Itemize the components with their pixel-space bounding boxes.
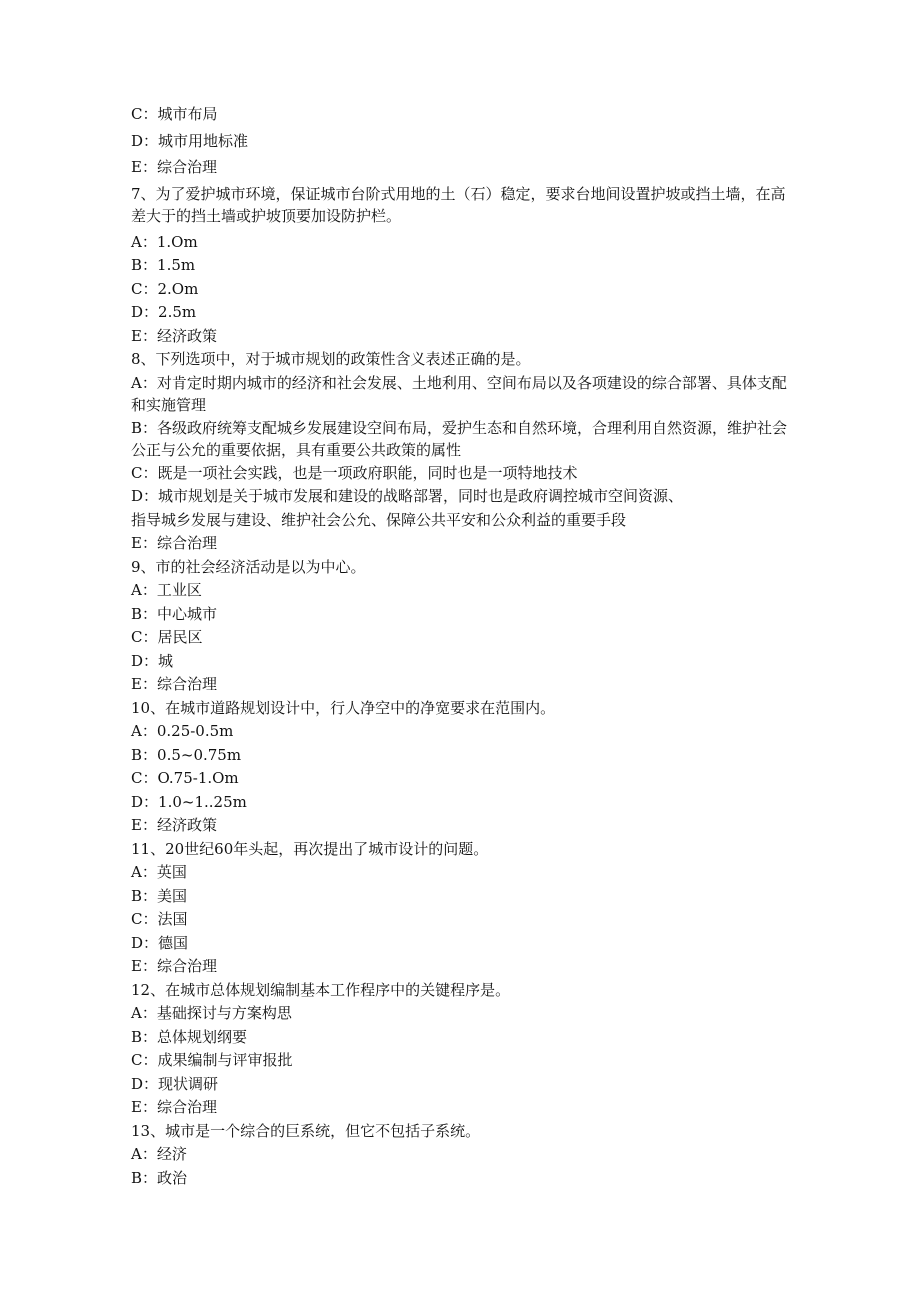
text-line: A：经济 xyxy=(131,1145,187,1163)
text-line: D：城市规划是关于城市发展和建设的战略部署，同时也是政府调控城市空间资源、 xyxy=(131,487,684,505)
question-text: 13、城市是一个综合的巨系统，但它不包括子系统。 xyxy=(131,1121,481,1140)
text-line: E：综合治理 xyxy=(131,957,217,975)
text-line: E：综合治理 xyxy=(131,534,217,552)
question-text: 8、下列选项中，对于城市规划的政策性含义表述正确的是。 xyxy=(131,350,531,368)
text-line: E：综合治理 xyxy=(131,1098,217,1116)
text-line: C：2.Om xyxy=(131,279,199,298)
text-line: B：1.5m xyxy=(131,256,196,274)
document-page xyxy=(131,103,791,1190)
text-line: B：总体规划纲要 xyxy=(131,1027,248,1046)
text-line: C：居民区 xyxy=(131,628,203,646)
text-line: C：城市布局 xyxy=(131,105,218,123)
text-line: C：O.75-1.Om xyxy=(131,769,239,787)
text-line: E：经济政策 xyxy=(131,816,217,834)
text-line: D：城 xyxy=(131,651,174,670)
question-text: 12、在城市总体规划编制基本工作程序中的关键程序是。 xyxy=(131,980,511,999)
text-line: A：英国 xyxy=(131,863,187,881)
text-line: B：美国 xyxy=(131,886,188,905)
text-line: A：1.Om xyxy=(131,232,198,251)
question-text: 9、市的社会经济活动是以为中心。 xyxy=(131,557,366,576)
text-line: A：0.25-0.5m xyxy=(131,722,234,740)
text-line: B：各级政府统筹支配城乡发展建设空间布局，爱护生态和自然环境，合理利用自然资源，维护社会公正与公允的重要依据，具有重要公共政策的属性 xyxy=(131,418,788,459)
text-line: B：政治 xyxy=(131,1168,188,1187)
text-line: C：法国 xyxy=(131,910,188,928)
text-line: E：综合治理 xyxy=(131,675,217,693)
text-line: A：对肯定时期内城市的经济和社会发展、土地利用、空间布局以及各项建设的综合部署、具体支配和实施管理 xyxy=(131,373,787,414)
text-line: D：1.0~1..25m xyxy=(131,792,247,811)
text-line: C：既是一项社会实践，也是一项政府职能，同时也是一项特地技术 xyxy=(131,463,578,482)
text-line: A：基础探讨与方案构思 xyxy=(131,1004,292,1022)
question-text: 11、20世纪60年头起，再次提出了城市设计的问题。 xyxy=(131,839,489,858)
text-line: D：城市用地标准 xyxy=(131,131,249,150)
text-line: D：现状调研 xyxy=(131,1074,219,1093)
text-line: 指导城乡发展与建设、维护社会公允、保障公共平安和公众利益的重要手段 xyxy=(131,510,627,529)
question-text: 10、在城市道路规划设计中，行人净空中的净宽要求在范围内。 xyxy=(131,698,556,717)
text-line: D：德国 xyxy=(131,933,189,952)
text-line: B：中心城市 xyxy=(131,604,218,623)
text-line: A：工业区 xyxy=(131,581,202,599)
text-line: E：综合治理 xyxy=(131,158,217,176)
text-line: C：成果编制与评审报批 xyxy=(131,1051,293,1069)
text-line: E：经济政策 xyxy=(131,326,217,345)
question-text: 7、为了爱护城市环境，保证城市台阶式用地的土（石）稳定，要求台地间设置护坡或挡土墙，在高差大于的挡土墙或护坡顶要加设防护栏。 xyxy=(131,184,786,225)
text-line: B：0.5~0.75m xyxy=(131,745,242,764)
text-line: D：2.5m xyxy=(131,303,197,321)
